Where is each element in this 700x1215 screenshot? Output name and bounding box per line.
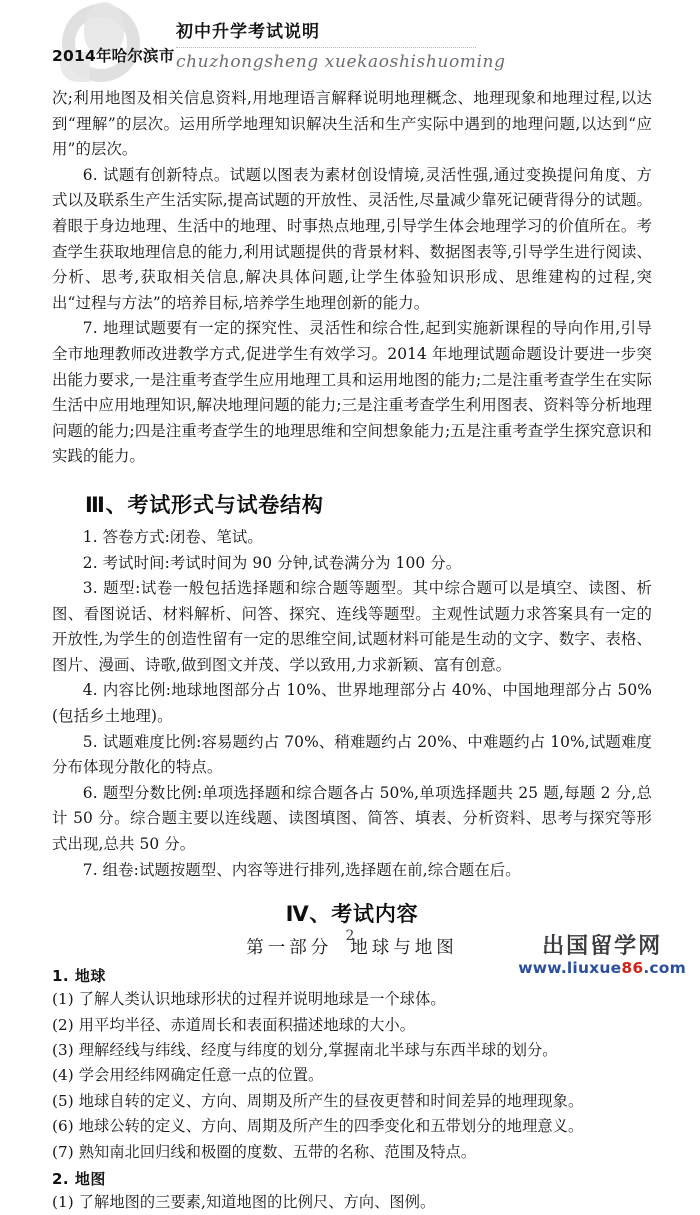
document-body	[52, 86, 652, 1215]
earth-line-1: (1) 了解人类认识地球形状的过程并说明地球是一个球体。	[52, 990, 446, 1009]
watermark-url-part2: 86	[621, 959, 644, 977]
section3-item-7: 7. 组卷:试题按题型、内容等进行排列,选择题在前,综合题在后。	[82, 860, 521, 879]
part-label: 第一部分	[246, 938, 333, 959]
section3-item-4: 4. 内容比例:地球地图部分占 10%、世界地理部分占 40%、中国地理部分占 50%(包括乡土地理)。	[52, 681, 652, 726]
earth-line-4: (4) 学会用经纬网确定任意一点的位置。	[52, 1066, 324, 1085]
part-title: 地球与地图	[350, 938, 458, 959]
paragraph-continued: 次;利用地图及相关信息资料,用地理语言解释说明地理概念、地理现象和地理过程,以达到“理解”的层次。运用所学地理知识解决生活和生产实际中遇到的地理问题,以达到“应用”的层次。	[52, 89, 652, 159]
earth-line-2: (2) 用平均半径、赤道周长和表面积描述地球的大小。	[52, 1015, 416, 1034]
header-year-city: 2014年哈尔滨市	[52, 47, 175, 65]
header-pinyin: chuzhongsheng xuekaoshishuoming	[176, 52, 506, 72]
page-number: 2	[345, 928, 355, 944]
header-title: 初中升学考试说明	[176, 22, 320, 42]
map-line-1: (1) 了解地图的三要素,知道地图的比例尺、方向、图例。	[52, 1193, 436, 1212]
section-heading-4: Ⅳ、考试内容	[285, 902, 419, 927]
group-title-earth: 1. 地球	[52, 967, 106, 986]
paragraph-item-7: 7. 地理试题要有一定的探究性、灵活性和综合性,起到实施新课程的导向作用,引导全市地理教师改进教学方式,促进学生有效学习。2014 年地理试题命题设计要进一步突出能力要求,一是注重考查学生应用地理工具和运用地图的能力;二是注重考查学生在实际生活中应用地理知识,解决地理问题的能力;三是注重考查学生利用图表、资料等分析地理问题的能力;四是注重考查学生的地理思维和空间想象能力;五是注重考查学生探究意识和实践的能力。	[52, 319, 652, 466]
section3-item-1: 1. 答卷方式:闭卷、笔试。	[82, 527, 263, 546]
site-watermark	[518, 936, 686, 977]
section3-item-6: 6. 题型分数比例:单项选择题和综合题各占 50%,单项选择题共 25 题,每题 2 分,总计 50 分。综合题主要以连线题、读图填图、简答、填表、分析资料、思考与探究等形式出现,总共 50 分。	[52, 783, 652, 854]
earth-line-3: (3) 理解经线与纬线、经度与纬度的划分,掌握南北半球与东西半球的划分。	[52, 1041, 558, 1060]
section3-item-3: 3. 题型:试卷一般包括选择题和综合题等题型。其中综合题可以是填空、读图、析图、看图说话、材料解析、问答、探究、连线等题型。主观性试题力求答案具有一定的开放性,为学生的创造性留有一定的思维空间,试题材料可能是生动的文字、数字、表格、图片、漫画、诗歌,做到图文并茂、学以致用,力求新颖、富有创意。	[52, 579, 652, 674]
watermark-site-name: 出国留学网	[542, 934, 663, 959]
header-dotted-rule	[176, 47, 476, 49]
earth-line-5: (5) 地球自转的定义、方向、周期及所产生的昼夜更替和时间差异的地理现象。	[52, 1091, 584, 1110]
spacer	[52, 470, 652, 480]
spacer	[52, 883, 652, 889]
section-heading-3: Ⅲ、考试形式与试卷结构	[85, 492, 324, 517]
watermark-site-url	[518, 961, 686, 977]
section3-item-2: 2. 考试时间:考试时间为 90 分钟,试卷满分为 100 分。	[82, 553, 462, 572]
page-header	[0, 0, 700, 86]
earth-line-7: (7) 熟知南北回归线和极圈的度数、五带的名称、范围及特点。	[52, 1142, 477, 1161]
earth-line-6: (6) 地球公转的定义、方向、周期及所产生的四季变化和五带划分的地理意义。	[52, 1117, 584, 1136]
watermark-url-part1: www.liuxue	[518, 959, 622, 977]
group-title-map: 2. 地图	[52, 1170, 106, 1189]
section3-item-5: 5. 试题难度比例:容易题约占 70%、稍难题约占 20%、中难题约占 10%,试题难度分布体现分散化的特点。	[52, 732, 652, 777]
watermark-url-part3: .com	[643, 959, 686, 977]
paragraph-item-6: 6. 试题有创新特点。试题以图表为素材创设情境,灵活性强,通过变换提问角度、方式以及联系生产生活实际,提高试题的开放性、灵活性,尽量减少靠死记硬背得分的试题。着眼于身边地理、生活中的地理、时事热点地理,引导学生体会地理学习的价值所在。考查学生获取地理信息的能力,利用试题提供的背景材料、数据图表等,引导学生进行阅读、分析、思考,获取相关信息,解决具体问题,让学生体验知识形成、思维建构的过程,突出“过程与方法”的培养目标,培养学生地理创新的能力。	[52, 165, 652, 312]
